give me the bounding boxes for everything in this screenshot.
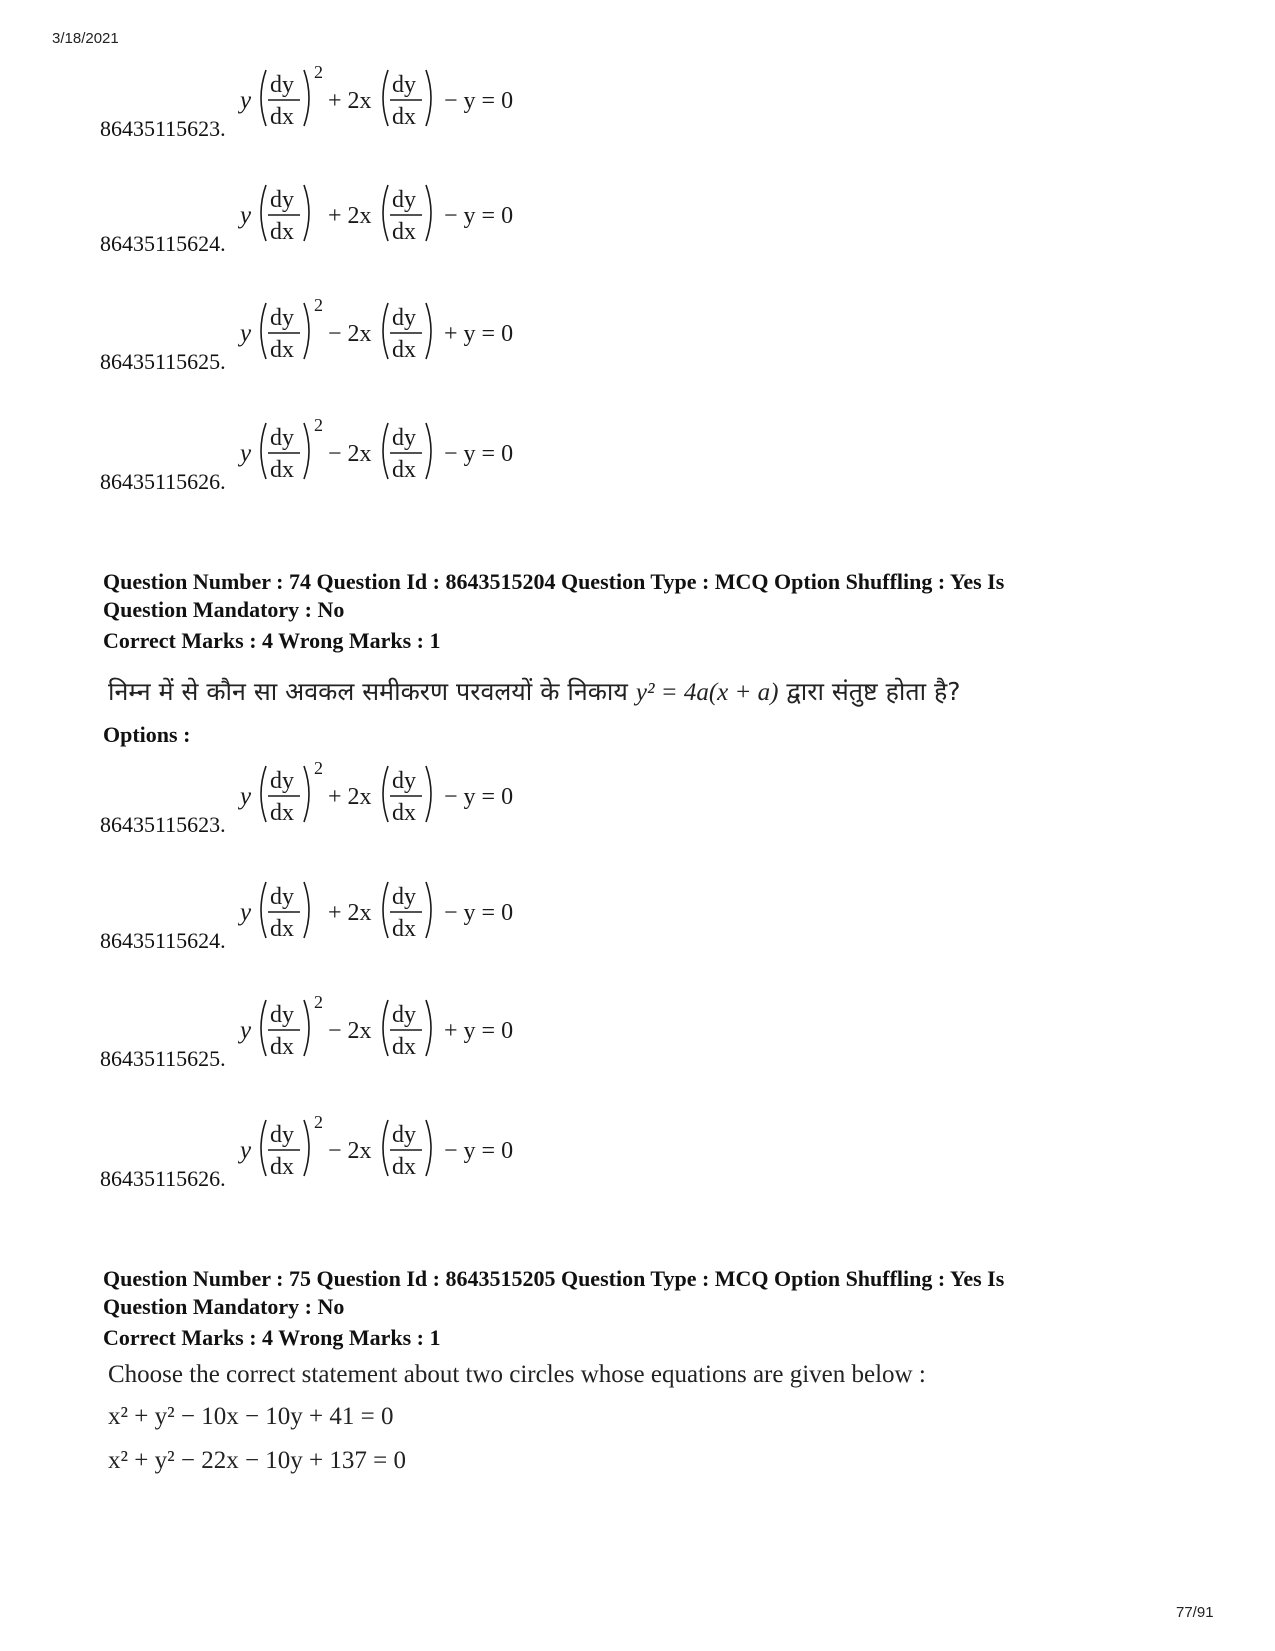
equation-term: + 2x <box>328 203 372 229</box>
variable-y: y <box>240 899 252 926</box>
question-74-text <box>108 674 961 708</box>
fraction-numerator: dy <box>270 1122 294 1148</box>
fraction-denominator: dx <box>392 337 416 363</box>
paren-left <box>261 882 266 938</box>
circle-equation-2: x² + y² − 22x − 10y + 137 = 0 <box>108 1447 406 1474</box>
paren-left <box>383 1000 388 1056</box>
fraction-numerator: dy <box>270 1002 294 1028</box>
paren-right <box>426 70 431 126</box>
exponent: 2 <box>314 1112 323 1132</box>
fraction-denominator: dx <box>392 916 416 942</box>
equation-term: − y = 0 <box>444 88 514 114</box>
paren-right <box>304 70 309 126</box>
fraction-numerator: dy <box>270 884 294 910</box>
equation-term: − y = 0 <box>444 900 514 926</box>
equation-svg <box>238 870 558 950</box>
paren-left <box>261 70 266 126</box>
paren-left <box>261 1000 266 1056</box>
equation-svg <box>238 411 558 491</box>
question-header-line: Question Mandatory : No <box>103 1294 345 1319</box>
question-header-line: Question Number : 75 Question Id : 8643515205 Question Type : MCQ Option Shuffling : Yes Is <box>103 1266 1005 1291</box>
paren-right <box>304 1000 309 1056</box>
option-id: 86435115626. <box>100 1166 226 1191</box>
circle-equation-1: x² + y² − 10x − 10y + 41 = 0 <box>108 1403 394 1430</box>
equation-term: + 2x <box>328 88 372 114</box>
fraction-numerator: dy <box>392 425 416 451</box>
equation-term: − 2x <box>328 1018 372 1044</box>
option-equation <box>238 58 558 138</box>
exponent: 2 <box>314 415 323 435</box>
page-number: 77/91 <box>1176 1604 1214 1621</box>
equation-term: − y = 0 <box>444 441 514 467</box>
fraction-denominator: dx <box>392 104 416 130</box>
fraction-denominator: dx <box>392 1154 416 1180</box>
option-id: 86435115625. <box>100 1046 226 1071</box>
question-74-marks: Correct Marks : 4 Wrong Marks : 1 <box>103 628 441 653</box>
option-id: 86435115625. <box>100 349 226 374</box>
option-equation <box>238 988 558 1068</box>
equation-term: − 2x <box>328 321 372 347</box>
paren-left <box>261 423 266 479</box>
equation-svg <box>238 754 558 834</box>
paren-left <box>383 882 388 938</box>
print-date: 3/18/2021 <box>52 30 119 47</box>
equation-term: + y = 0 <box>444 321 514 347</box>
equation-svg <box>238 988 558 1068</box>
option-id: 86435115624. <box>100 231 226 256</box>
option-equation <box>238 411 558 491</box>
equation-term: − y = 0 <box>444 784 514 810</box>
question-75-statement: Choose the correct statement about two circles whose equations are given below : <box>108 1361 926 1388</box>
fraction-denominator: dx <box>392 457 416 483</box>
paren-left <box>261 766 266 822</box>
paren-right <box>304 185 309 241</box>
fraction-numerator: dy <box>392 1122 416 1148</box>
options-label: Options : <box>103 722 191 747</box>
paren-left <box>383 766 388 822</box>
equation-svg <box>238 291 558 371</box>
paren-right <box>426 303 431 359</box>
option-equation <box>238 173 558 253</box>
equation-term: − y = 0 <box>444 203 514 229</box>
equation-term: − 2x <box>328 441 372 467</box>
paren-right <box>426 882 431 938</box>
fraction-numerator: dy <box>392 72 416 98</box>
question-75-marks: Correct Marks : 4 Wrong Marks : 1 <box>103 1325 441 1350</box>
paren-right <box>426 423 431 479</box>
question-text-end: द्वारा संतुष्ट होता है? <box>778 677 961 706</box>
fraction-numerator: dy <box>392 187 416 213</box>
variable-y: y <box>240 202 252 229</box>
paren-right <box>426 766 431 822</box>
fraction-denominator: dx <box>392 1034 416 1060</box>
paren-left <box>383 185 388 241</box>
paren-left <box>383 303 388 359</box>
question-header-line: Question Mandatory : No <box>103 597 345 622</box>
paren-right <box>426 185 431 241</box>
fraction-denominator: dx <box>270 800 294 826</box>
variable-y: y <box>240 783 252 810</box>
fraction-numerator: dy <box>270 425 294 451</box>
option-equation <box>238 1108 558 1188</box>
option-id: 86435115624. <box>100 928 226 953</box>
paren-right <box>304 766 309 822</box>
fraction-numerator: dy <box>270 187 294 213</box>
fraction-numerator: dy <box>392 884 416 910</box>
exponent: 2 <box>314 992 323 1012</box>
option-equation <box>238 754 558 834</box>
paren-right <box>426 1000 431 1056</box>
question-header-line: Question Number : 74 Question Id : 8643515204 Question Type : MCQ Option Shuffling : Yes Is <box>103 569 1005 594</box>
equation-svg <box>238 1108 558 1188</box>
fraction-numerator: dy <box>392 305 416 331</box>
fraction-denominator: dx <box>270 1154 294 1180</box>
fraction-denominator: dx <box>270 457 294 483</box>
paren-left <box>383 70 388 126</box>
paren-right <box>304 303 309 359</box>
fraction-numerator: dy <box>392 768 416 794</box>
equation-svg <box>238 173 558 253</box>
paren-left <box>383 1120 388 1176</box>
paren-left <box>383 423 388 479</box>
paren-left <box>261 1120 266 1176</box>
fraction-denominator: dx <box>270 916 294 942</box>
paren-right <box>304 423 309 479</box>
equation-svg <box>238 58 558 138</box>
question-formula: y² = 4a(x + a) <box>635 679 779 706</box>
fraction-numerator: dy <box>392 1002 416 1028</box>
exponent: 2 <box>314 62 323 82</box>
variable-y: y <box>240 87 252 114</box>
fraction-numerator: dy <box>270 72 294 98</box>
exponent: 2 <box>314 295 323 315</box>
fraction-denominator: dx <box>270 219 294 245</box>
variable-y: y <box>240 1137 252 1164</box>
paren-right <box>304 1120 309 1176</box>
paren-left <box>261 185 266 241</box>
equation-term: − 2x <box>328 1138 372 1164</box>
equation-term: − y = 0 <box>444 1138 514 1164</box>
option-id: 86435115623. <box>100 812 226 837</box>
fraction-denominator: dx <box>392 219 416 245</box>
fraction-numerator: dy <box>270 768 294 794</box>
paren-right <box>426 1120 431 1176</box>
question-text: निम्न में से कौन सा अवकल समीकरण परवलयों के निकाय <box>108 677 636 706</box>
question-74-header <box>103 568 1163 624</box>
question-75-header <box>103 1265 1163 1321</box>
paren-right <box>304 882 309 938</box>
variable-y: y <box>240 1017 252 1044</box>
option-equation <box>238 870 558 950</box>
option-id: 86435115626. <box>100 469 226 494</box>
paren-left <box>261 303 266 359</box>
fraction-denominator: dx <box>270 337 294 363</box>
fraction-numerator: dy <box>270 305 294 331</box>
variable-y: y <box>240 440 252 467</box>
exponent: 2 <box>314 758 323 778</box>
fraction-denominator: dx <box>270 104 294 130</box>
variable-y: y <box>240 320 252 347</box>
fraction-denominator: dx <box>270 1034 294 1060</box>
option-id: 86435115623. <box>100 116 226 141</box>
equation-term: + 2x <box>328 784 372 810</box>
option-equation <box>238 291 558 371</box>
fraction-denominator: dx <box>392 800 416 826</box>
equation-term: + y = 0 <box>444 1018 514 1044</box>
equation-term: + 2x <box>328 900 372 926</box>
